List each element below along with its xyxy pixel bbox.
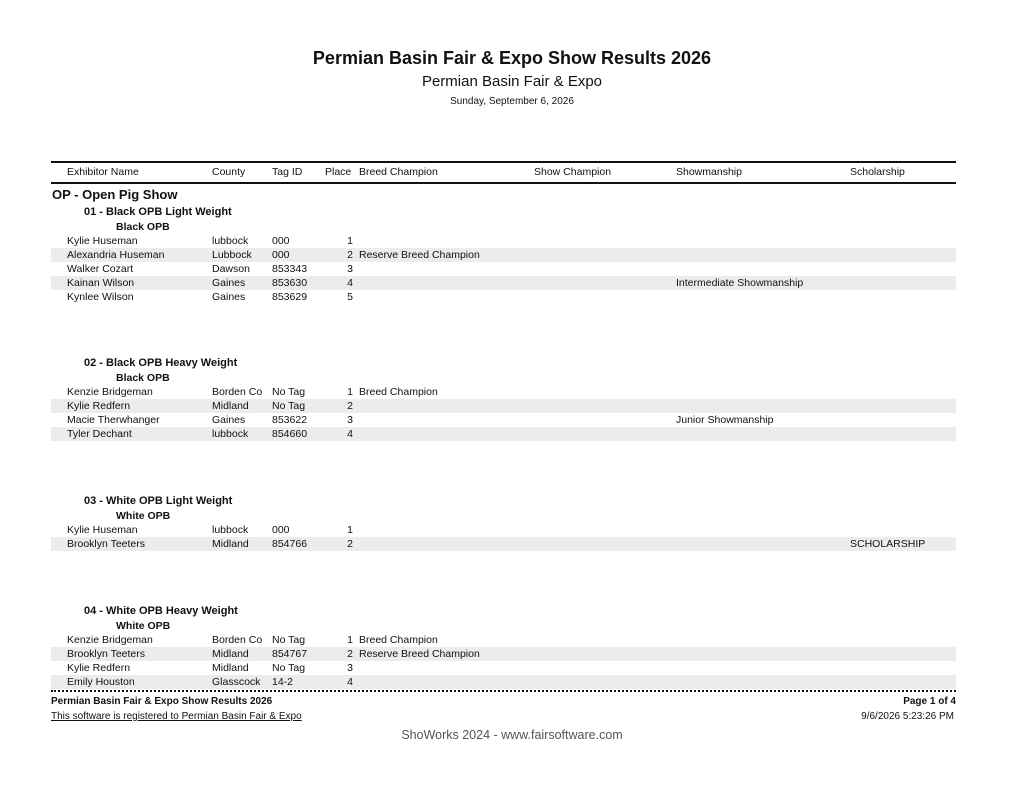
- cell-tag: 854766: [272, 538, 308, 550]
- cell-scholarship: SCHOLARSHIP: [850, 538, 926, 550]
- cell-county: Borden Co: [212, 634, 263, 646]
- cell-showmanship: Intermediate Showmanship: [676, 277, 804, 289]
- cell-place: 5: [347, 291, 353, 303]
- cell-exhibitor: Kynlee Wilson: [67, 291, 134, 303]
- cell-place: 2: [347, 400, 353, 412]
- table-row: [51, 248, 956, 262]
- col-header-scholarship: Scholarship: [850, 166, 905, 178]
- cell-showmanship: Junior Showmanship: [676, 414, 774, 426]
- header-rule-bottom: [51, 182, 956, 184]
- report-date: Sunday, September 6, 2026: [450, 96, 574, 107]
- class-title: 04 - White OPB Heavy Weight: [84, 605, 238, 617]
- cell-place: 2: [347, 249, 353, 261]
- col-header-place: Place: [325, 166, 352, 178]
- cell-tag: No Tag: [272, 400, 306, 412]
- cell-tag: 000: [272, 249, 290, 261]
- cell-tag: No Tag: [272, 662, 306, 674]
- breed-title: Black OPB: [116, 221, 170, 233]
- cell-county: Midland: [212, 400, 249, 412]
- cell-tag: 000: [272, 524, 290, 536]
- cell-place: 4: [347, 428, 353, 440]
- table-row: [51, 675, 956, 689]
- cell-county: Gaines: [212, 277, 246, 289]
- cell-county: Glasscock: [212, 676, 261, 688]
- table-row: [51, 647, 956, 661]
- breed-title: White OPB: [116, 620, 171, 632]
- software-brand: ShoWorks 2024 - www.fairsoftware.com: [401, 728, 623, 742]
- cell-tag: 000: [272, 235, 290, 247]
- cell-place: 1: [347, 524, 353, 536]
- breed-title: White OPB: [116, 510, 171, 522]
- table-row: [51, 523, 956, 537]
- footer-page-number: Page 1 of 4: [903, 696, 956, 707]
- cell-county: Dawson: [212, 263, 250, 275]
- table-row: [51, 276, 956, 290]
- cell-tag: 853630: [272, 277, 308, 289]
- cell-place: 1: [347, 235, 353, 247]
- class-title: 02 - Black OPB Heavy Weight: [84, 357, 238, 369]
- class-title: 03 - White OPB Light Weight: [84, 495, 233, 507]
- cell-county: Midland: [212, 538, 249, 550]
- table-row: [51, 633, 956, 647]
- cell-place: 1: [347, 386, 353, 398]
- cell-exhibitor: Kylie Huseman: [67, 235, 138, 247]
- cell-county: Midland: [212, 648, 249, 660]
- cell-breed-champion: Reserve Breed Champion: [359, 249, 480, 261]
- table-row: [51, 537, 956, 551]
- cell-exhibitor: Kenzie Bridgeman: [67, 634, 153, 646]
- cell-tag: 854660: [272, 428, 308, 440]
- footer-title: Permian Basin Fair & Expo Show Results 2026: [51, 696, 273, 707]
- cell-place: 3: [347, 414, 353, 426]
- col-header-exhibitor: Exhibitor Name: [67, 166, 139, 178]
- col-header-tag: Tag ID: [272, 166, 303, 178]
- cell-exhibitor: Tyler Dechant: [67, 428, 132, 440]
- cell-tag: 853343: [272, 263, 308, 275]
- cell-county: Midland: [212, 662, 249, 674]
- col-header-showmanship: Showmanship: [676, 166, 742, 178]
- report-subtitle: Permian Basin Fair & Expo: [421, 73, 603, 90]
- table-row: [51, 399, 956, 413]
- cell-exhibitor: Brooklyn Teeters: [67, 648, 146, 660]
- cell-place: 2: [347, 538, 353, 550]
- cell-exhibitor: Alexandria Huseman: [67, 249, 165, 261]
- report-title: Permian Basin Fair & Expo Show Results 2026: [312, 48, 712, 68]
- footer-rule: [51, 690, 956, 692]
- cell-exhibitor: Kylie Huseman: [67, 524, 138, 536]
- cell-place: 2: [347, 648, 353, 660]
- cell-tag: No Tag: [272, 634, 306, 646]
- header-rule-top: [51, 161, 956, 163]
- cell-exhibitor: Kylie Redfern: [67, 662, 131, 674]
- cell-county: Gaines: [212, 291, 246, 303]
- cell-exhibitor: Walker Cozart: [67, 263, 134, 275]
- cell-breed-champion: Breed Champion: [359, 386, 438, 398]
- class-title: 01 - Black OPB Light Weight: [84, 206, 232, 218]
- cell-place: 3: [347, 662, 353, 674]
- table-row: [51, 262, 956, 276]
- cell-exhibitor: Macie Therwhanger: [67, 414, 160, 426]
- footer-timestamp: 9/6/2026 5:23:26 PM: [861, 711, 954, 722]
- cell-county: lubbock: [212, 235, 249, 247]
- cell-county: lubbock: [212, 524, 249, 536]
- cell-exhibitor: Kenzie Bridgeman: [67, 386, 153, 398]
- cell-exhibitor: Kylie Redfern: [67, 400, 131, 412]
- cell-county: Lubbock: [212, 249, 252, 261]
- cell-place: 1: [347, 634, 353, 646]
- cell-place: 4: [347, 277, 353, 289]
- table-row: [51, 413, 956, 427]
- cell-county: Gaines: [212, 414, 246, 426]
- cell-tag: No Tag: [272, 386, 306, 398]
- table-row: [51, 661, 956, 675]
- col-header-show-champion: Show Champion: [534, 166, 612, 178]
- footer-registration: This software is registered to Permian Basin Fair & Expo: [51, 711, 302, 722]
- table-row: [51, 427, 956, 441]
- cell-exhibitor: Brooklyn Teeters: [67, 538, 146, 550]
- cell-place: 3: [347, 263, 353, 275]
- breed-title: Black OPB: [116, 372, 170, 384]
- cell-tag: 14-2: [272, 676, 294, 688]
- cell-county: Borden Co: [212, 386, 263, 398]
- cell-breed-champion: Reserve Breed Champion: [359, 648, 480, 660]
- col-header-county: County: [212, 166, 246, 178]
- section-title: OP - Open Pig Show: [52, 187, 178, 202]
- cell-place: 4: [347, 676, 353, 688]
- cell-county: lubbock: [212, 428, 249, 440]
- cell-exhibitor: Kainan Wilson: [67, 277, 135, 289]
- table-row: [51, 385, 956, 399]
- cell-exhibitor: Emily Houston: [67, 676, 135, 688]
- cell-breed-champion: Breed Champion: [359, 634, 438, 646]
- cell-tag: 853629: [272, 291, 308, 303]
- col-header-breed-champion: Breed Champion: [359, 166, 438, 178]
- table-row: [51, 290, 956, 304]
- cell-tag: 853622: [272, 414, 308, 426]
- table-row: [51, 234, 956, 248]
- cell-tag: 854767: [272, 648, 308, 660]
